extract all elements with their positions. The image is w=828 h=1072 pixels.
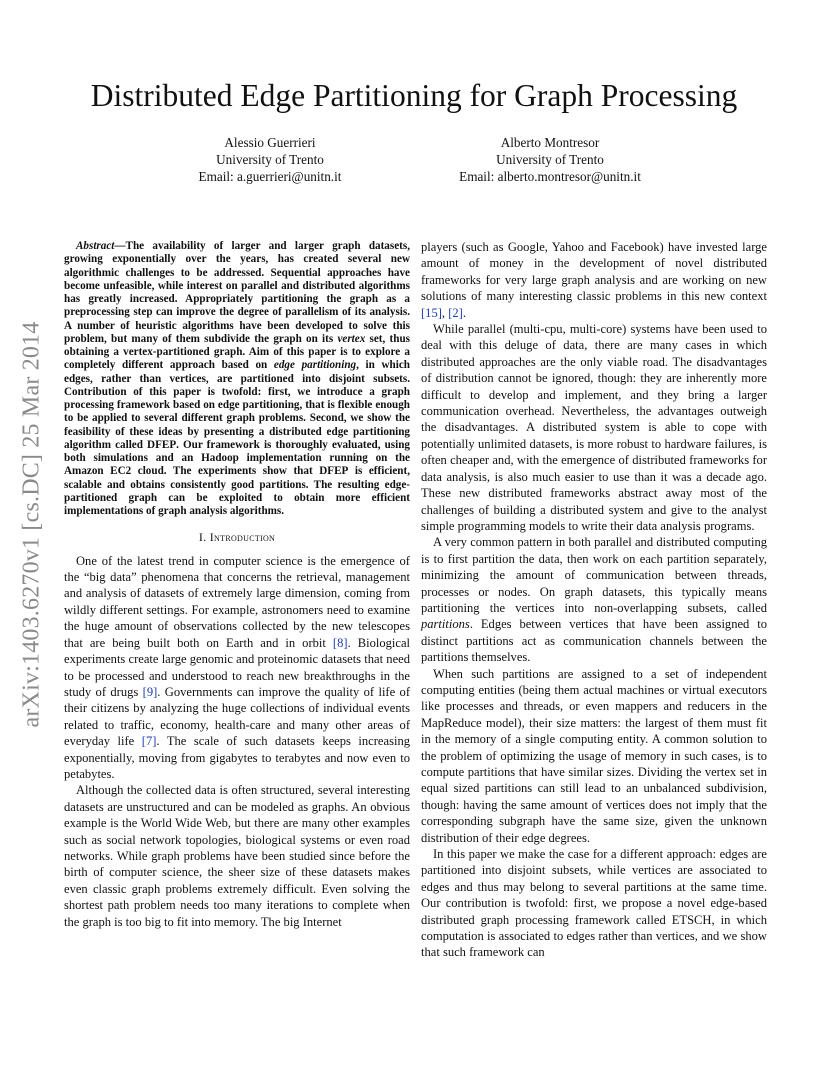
body-paragraph: A very common pattern in both parallel and distributed computing is to first partition the data, then work on each partition separately, minimizing the amount of communication between threads, processes or nodes. On graph datasets, this typically means partitioning the vertices into non-overlapping subsets, called partitions. Edges between vertices that have been assigned to distinct partitions act as communication channels between the partitions themselves. <box>421 535 767 665</box>
author-email: Email: alberto.montresor@unitn.it <box>459 169 641 185</box>
body-paragraph: Although the collected data is often structured, several interesting datasets are unstructured and can be modeled as graphs. An obvious example is the World Wide Web, but there are many other examples such as social network topologies, biological systems or even road networks. While graph problems have been studied since before the birth of computer science, the sheer size of these datasets makes even classic graph problems extremely difficult. Even solving the shortest path problem needs too many iterations to complete when the graph is too big to fit into memory. The big Internet <box>64 783 410 929</box>
citation-link[interactable]: [9] <box>142 684 158 699</box>
author-block-2 <box>430 134 670 186</box>
citation-link[interactable]: [8] <box>332 635 348 650</box>
abstract: Abstract—The availability of larger and larger graph datasets, growing exponentially over the years, has created several new algorithmic challenges to be addressed. Sequential approaches have become unfeasible, while interest on parallel and distributed algorithms has greatly increased. Appropriately partitioning the graph as a preprocessing step can improve the degree of parallelism of its analysis. A number of heuristic algorithms have been developed to solve this problem, but many of them subdivide the graph on its vertex set, thus obtaining a vertex-partitioned graph. Aim of this paper is to explore a completely different approach based on edge partitioning, in which edges, rather than vertices, are partitioned into disjoint subsets. Contribution of this paper is twofold: first, we introduce a graph processing framework based on edge partitioning, that is flexible enough to be applied to several different graph problems. Second, we show the feasibility of these ideas by presenting a distributed edge partitioning algorithm called DFEP. Our framework is thoroughly evaluated, using both simulations and an Hadoop implementation running on the Amazon EC2 cloud. The experiments show that DFEP is efficient, scalable and obtains consistently good partitions. The resulting edge-partitioned graph can be exploited to obtain more efficient implementations of graph analysis algorithms. <box>64 240 410 517</box>
author-affiliation: University of Trento <box>216 152 324 168</box>
author-block-1 <box>150 134 390 186</box>
body-paragraph: When such partitions are assigned to a set of independent computing entities (being them actual machines or virtual executors like processes and threads, or even mappers and reducers in the MapReduce model), their size matters: the largest of them must fit in the memory of a single computing entity. A common solution to the problem of optimizing the usage of memory in such cases, is to compute partitions that have similar sizes. Dividing the vertex set in equal sized partitions can still lead to an unbalanced subdivision, though: having the same amount of vertices does not imply that the corresponding subgraph have the same size, given the unknown distribution of their edge degrees. <box>421 666 767 845</box>
paper-title: Distributed Edge Partitioning for Graph Processing <box>90 78 738 113</box>
left-column <box>64 240 410 930</box>
right-column <box>421 239 767 961</box>
framework-name: ETSCH <box>671 912 712 927</box>
algorithm-name: DFEP <box>147 438 177 451</box>
body-paragraph: While parallel (multi-cpu, multi-core) systems have been used to deal with this deluge of data, there are many cases in which distributed approaches are the only viable road. The disadvantages of distribution cannot be ignored, though: they are inherently more difficult to develop and implement, and they bring a larger communication overhead. Nevertheless, the advantages outweigh the disadvantages. A distributed system is able to cope with potentially unlimited datasets, is more robust to hardware failures, is often cheaper and, with the emergence of distributed frameworks for data analysis, is also much easier to use than it was a decade ago. These new distributed frameworks abstract away most of the challenges of building a distributed system and give to the analyst simple programming models to write their data analysis programs. <box>421 322 767 533</box>
author-name: Alberto Montresor <box>500 135 600 150</box>
body-paragraph: One of the latest trend in computer science is the emergence of the “big data” phenomena that concerns the retrieval, management and analysis of datasets of extremely large dimension, coming from wildly different settings. For example, astronomers need to examine the huge amount of observations collected by the new telescopes that are being built both on Earth and in orbit [8]. Biological experiments create large genomic and proteinomic datasets that need to be processed and understood to reach new breakthroughs in the study of drugs [9]. Governments can improve the quality of life of their citizens by analyzing the huge collections of individual events related to traffic, economy, health-care and many other areas of everyday life [7]. The scale of such datasets keeps increasing exponentially, moving from gigabytes to terabytes and now even to petabytes. <box>64 553 410 781</box>
algorithm-name: DFEP <box>319 465 349 478</box>
citation-link[interactable]: [7] <box>141 734 157 749</box>
arxiv-watermark <box>14 289 50 759</box>
author-email: Email: a.guerrieri@unitn.it <box>198 169 342 185</box>
body-paragraph: players (such as Google, Yahoo and Facebook) have invested large amount of money in the development of novel distributed frameworks for very large graph analysis and are working on new solutions of many interesting classic problems in this new context [15], [2]. <box>421 240 767 320</box>
section-heading: I. Introduction <box>198 530 276 545</box>
arxiv-id: arXiv:1403.6270v1 [cs.DC] 25 Mar 2014 <box>18 320 45 728</box>
citation-link[interactable]: [2] <box>448 305 463 320</box>
body-paragraph: In this paper we make the case for a different approach: edges are partitioned into disjoint subsets, while vertices are associated to edges and thus may belong to several partitions at the same time. Our contribution is twofold: first, we propose a novel edge-based distributed graph processing framework called ETSCH, in which computation is associated to edges rather than vertices, and we show that such framework can <box>421 847 767 960</box>
abstract-label: Abstract <box>76 240 115 252</box>
author-affiliation: University of Trento <box>496 152 604 168</box>
author-name: Alessio Guerrieri <box>224 135 316 150</box>
citation-link[interactable]: [15] <box>421 305 442 320</box>
